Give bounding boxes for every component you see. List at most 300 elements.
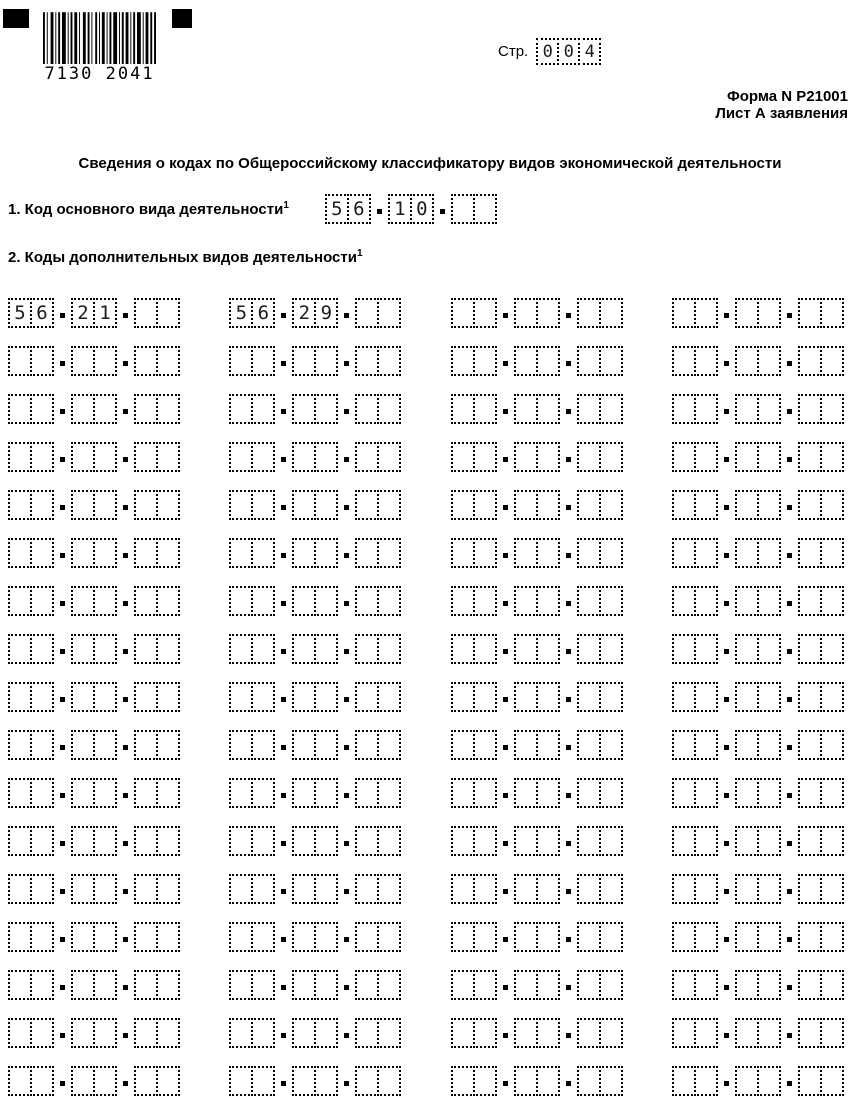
code-cell[interactable] [820, 394, 844, 424]
code-cell[interactable] [694, 778, 718, 808]
code-cell[interactable] [451, 874, 475, 904]
code-cell[interactable] [536, 298, 560, 328]
code-cell[interactable] [292, 1066, 316, 1096]
code-cell[interactable] [473, 490, 497, 520]
code-cell[interactable] [134, 586, 158, 616]
code-cell[interactable] [514, 538, 538, 568]
code-cell[interactable] [8, 826, 32, 856]
code-cell[interactable] [798, 778, 822, 808]
code-cell[interactable] [672, 1066, 696, 1096]
code-cell[interactable] [599, 778, 623, 808]
code-cell[interactable] [735, 394, 759, 424]
code-cell[interactable] [672, 874, 696, 904]
code-cell[interactable] [514, 922, 538, 952]
code-cell[interactable] [820, 490, 844, 520]
code-cell[interactable] [577, 874, 601, 904]
code-cell[interactable] [93, 442, 117, 472]
code-cell[interactable] [71, 538, 95, 568]
code-cell[interactable] [156, 826, 180, 856]
code-cell[interactable] [30, 922, 54, 952]
code-cell[interactable] [134, 490, 158, 520]
code-cell[interactable] [536, 394, 560, 424]
code-cell[interactable] [473, 634, 497, 664]
code-cell[interactable] [536, 442, 560, 472]
page-number-cell[interactable]: 0 [536, 38, 559, 65]
code-cell[interactable] [473, 826, 497, 856]
code-cell[interactable] [757, 826, 781, 856]
code-cell[interactable] [820, 1066, 844, 1096]
code-cell[interactable] [156, 490, 180, 520]
code-cell[interactable] [377, 346, 401, 376]
code-cell[interactable] [93, 634, 117, 664]
code-cell[interactable] [93, 778, 117, 808]
code-cell[interactable] [8, 634, 32, 664]
code-cell[interactable]: 0 [410, 194, 434, 224]
code-cell[interactable] [251, 874, 275, 904]
code-cell[interactable] [71, 346, 95, 376]
code-cell[interactable] [514, 826, 538, 856]
code-cell[interactable] [314, 922, 338, 952]
code-cell[interactable] [292, 634, 316, 664]
code-cell[interactable] [30, 1066, 54, 1096]
code-cell[interactable] [451, 442, 475, 472]
code-cell[interactable] [156, 970, 180, 1000]
code-cell[interactable] [672, 442, 696, 472]
code-cell[interactable] [314, 490, 338, 520]
code-cell[interactable] [473, 778, 497, 808]
code-cell[interactable] [134, 394, 158, 424]
code-cell[interactable] [377, 442, 401, 472]
code-cell[interactable] [672, 298, 696, 328]
code-cell[interactable] [672, 394, 696, 424]
code-cell[interactable]: 6 [30, 298, 54, 328]
code-cell[interactable] [451, 922, 475, 952]
code-cell[interactable] [292, 586, 316, 616]
code-cell[interactable] [735, 442, 759, 472]
code-cell[interactable] [251, 970, 275, 1000]
code-cell[interactable] [735, 922, 759, 952]
code-cell[interactable] [757, 346, 781, 376]
code-cell[interactable] [694, 922, 718, 952]
code-cell[interactable] [71, 1066, 95, 1096]
code-cell[interactable] [577, 778, 601, 808]
code-cell[interactable] [757, 442, 781, 472]
code-cell[interactable] [229, 1018, 253, 1048]
code-cell[interactable] [798, 634, 822, 664]
code-cell[interactable] [672, 538, 696, 568]
code-cell[interactable] [93, 1018, 117, 1048]
code-cell[interactable] [599, 970, 623, 1000]
code-cell[interactable] [757, 874, 781, 904]
code-cell[interactable] [377, 970, 401, 1000]
code-cell[interactable] [694, 970, 718, 1000]
code-cell[interactable] [514, 778, 538, 808]
code-cell[interactable] [134, 682, 158, 712]
code-cell[interactable] [514, 490, 538, 520]
code-cell[interactable] [694, 730, 718, 760]
code-cell[interactable] [30, 874, 54, 904]
code-cell[interactable] [536, 922, 560, 952]
code-cell[interactable] [156, 682, 180, 712]
code-cell[interactable] [473, 298, 497, 328]
code-cell[interactable] [93, 1066, 117, 1096]
page-number-cell[interactable]: 4 [578, 38, 601, 65]
code-cell[interactable] [757, 682, 781, 712]
code-cell[interactable] [314, 970, 338, 1000]
code-cell[interactable] [134, 970, 158, 1000]
code-cell[interactable] [292, 346, 316, 376]
code-cell[interactable] [8, 778, 32, 808]
code-cell[interactable] [134, 922, 158, 952]
code-cell[interactable] [451, 490, 475, 520]
code-cell[interactable] [798, 1066, 822, 1096]
code-cell[interactable] [251, 826, 275, 856]
code-cell[interactable] [251, 634, 275, 664]
code-cell[interactable] [514, 346, 538, 376]
code-cell[interactable] [514, 298, 538, 328]
code-cell[interactable] [93, 922, 117, 952]
code-cell[interactable] [735, 874, 759, 904]
code-cell[interactable] [735, 586, 759, 616]
code-cell[interactable] [156, 394, 180, 424]
code-cell[interactable] [314, 730, 338, 760]
code-cell[interactable] [577, 634, 601, 664]
code-cell[interactable] [451, 298, 475, 328]
code-cell[interactable] [251, 346, 275, 376]
code-cell[interactable] [93, 586, 117, 616]
code-cell[interactable] [134, 730, 158, 760]
code-cell[interactable] [451, 682, 475, 712]
code-cell[interactable] [757, 586, 781, 616]
code-cell[interactable] [156, 442, 180, 472]
code-cell[interactable] [71, 490, 95, 520]
code-cell[interactable] [355, 298, 379, 328]
code-cell[interactable] [30, 538, 54, 568]
code-cell[interactable] [8, 970, 32, 1000]
code-cell[interactable]: 9 [314, 298, 338, 328]
code-cell[interactable] [820, 346, 844, 376]
code-cell[interactable] [229, 826, 253, 856]
code-cell[interactable] [314, 394, 338, 424]
code-cell[interactable] [599, 1066, 623, 1096]
code-cell[interactable] [229, 346, 253, 376]
code-cell[interactable] [93, 346, 117, 376]
code-cell[interactable] [8, 346, 32, 376]
code-cell[interactable] [30, 634, 54, 664]
code-cell[interactable] [251, 730, 275, 760]
code-cell[interactable] [71, 1018, 95, 1048]
code-cell[interactable] [229, 634, 253, 664]
code-cell[interactable] [355, 442, 379, 472]
code-cell[interactable] [377, 874, 401, 904]
code-cell[interactable] [156, 634, 180, 664]
code-cell[interactable] [514, 730, 538, 760]
code-cell[interactable] [355, 394, 379, 424]
code-cell[interactable] [355, 538, 379, 568]
code-cell[interactable] [536, 634, 560, 664]
code-cell[interactable] [93, 490, 117, 520]
code-cell[interactable] [314, 778, 338, 808]
code-cell[interactable] [292, 682, 316, 712]
code-cell[interactable] [514, 1018, 538, 1048]
code-cell[interactable] [577, 298, 601, 328]
code-cell[interactable] [355, 730, 379, 760]
code-cell[interactable] [8, 538, 32, 568]
code-cell[interactable] [314, 1018, 338, 1048]
code-cell[interactable] [314, 682, 338, 712]
code-cell[interactable] [355, 346, 379, 376]
code-cell[interactable] [694, 1018, 718, 1048]
code-cell[interactable] [735, 538, 759, 568]
code-cell[interactable] [134, 1066, 158, 1096]
code-cell[interactable] [473, 970, 497, 1000]
code-cell[interactable] [694, 394, 718, 424]
code-cell[interactable] [798, 538, 822, 568]
code-cell[interactable] [8, 442, 32, 472]
code-cell[interactable] [377, 586, 401, 616]
code-cell[interactable] [251, 442, 275, 472]
code-cell[interactable] [377, 922, 401, 952]
code-cell[interactable] [355, 634, 379, 664]
code-cell[interactable] [672, 490, 696, 520]
code-cell[interactable] [473, 394, 497, 424]
code-cell[interactable] [451, 538, 475, 568]
code-cell[interactable] [134, 634, 158, 664]
code-cell[interactable] [536, 1018, 560, 1048]
code-cell[interactable] [93, 874, 117, 904]
code-cell[interactable] [134, 442, 158, 472]
code-cell[interactable] [292, 922, 316, 952]
code-cell[interactable]: 2 [71, 298, 95, 328]
code-cell[interactable] [292, 778, 316, 808]
code-cell[interactable] [30, 778, 54, 808]
code-cell[interactable] [672, 922, 696, 952]
code-cell[interactable] [473, 194, 497, 224]
code-cell[interactable] [599, 1018, 623, 1048]
code-cell[interactable] [156, 874, 180, 904]
code-cell[interactable] [156, 778, 180, 808]
code-cell[interactable] [251, 538, 275, 568]
code-cell[interactable] [8, 586, 32, 616]
code-cell[interactable] [820, 874, 844, 904]
code-cell[interactable] [292, 442, 316, 472]
code-cell[interactable] [314, 634, 338, 664]
code-cell[interactable] [93, 826, 117, 856]
code-cell[interactable] [314, 442, 338, 472]
code-cell[interactable] [577, 1018, 601, 1048]
code-cell[interactable] [757, 394, 781, 424]
code-cell[interactable] [314, 826, 338, 856]
code-cell[interactable] [577, 1066, 601, 1096]
code-cell[interactable] [473, 346, 497, 376]
code-cell[interactable] [798, 874, 822, 904]
code-cell[interactable] [451, 1066, 475, 1096]
code-cell[interactable] [8, 874, 32, 904]
code-cell[interactable] [451, 194, 475, 224]
code-cell[interactable] [536, 730, 560, 760]
code-cell[interactable] [536, 490, 560, 520]
code-cell[interactable] [672, 730, 696, 760]
code-cell[interactable] [451, 970, 475, 1000]
code-cell[interactable] [251, 778, 275, 808]
code-cell[interactable] [694, 442, 718, 472]
code-cell[interactable] [156, 346, 180, 376]
code-cell[interactable] [93, 394, 117, 424]
code-cell[interactable] [156, 298, 180, 328]
code-cell[interactable] [377, 634, 401, 664]
code-cell[interactable] [577, 394, 601, 424]
code-cell[interactable] [694, 346, 718, 376]
code-cell[interactable] [820, 538, 844, 568]
code-cell[interactable] [355, 586, 379, 616]
code-cell[interactable] [514, 874, 538, 904]
code-cell[interactable] [735, 634, 759, 664]
code-cell[interactable] [292, 874, 316, 904]
code-cell[interactable] [735, 490, 759, 520]
code-cell[interactable] [134, 826, 158, 856]
code-cell[interactable] [694, 874, 718, 904]
code-cell[interactable] [251, 490, 275, 520]
code-cell[interactable]: 5 [8, 298, 32, 328]
code-cell[interactable] [30, 970, 54, 1000]
code-cell[interactable] [735, 730, 759, 760]
code-cell[interactable] [377, 682, 401, 712]
code-cell[interactable] [71, 682, 95, 712]
code-cell[interactable] [30, 346, 54, 376]
code-cell[interactable] [251, 682, 275, 712]
code-cell[interactable] [229, 922, 253, 952]
code-cell[interactable] [251, 586, 275, 616]
code-cell[interactable] [735, 298, 759, 328]
code-cell[interactable] [71, 970, 95, 1000]
code-cell[interactable] [30, 826, 54, 856]
code-cell[interactable] [473, 874, 497, 904]
code-cell[interactable] [229, 778, 253, 808]
code-cell[interactable]: 1 [93, 298, 117, 328]
code-cell[interactable] [757, 490, 781, 520]
code-cell[interactable] [292, 970, 316, 1000]
code-cell[interactable] [735, 970, 759, 1000]
code-cell[interactable] [93, 730, 117, 760]
code-cell[interactable] [536, 778, 560, 808]
code-cell[interactable] [93, 970, 117, 1000]
code-cell[interactable] [473, 922, 497, 952]
code-cell[interactable] [577, 682, 601, 712]
code-cell[interactable] [599, 394, 623, 424]
code-cell[interactable] [672, 826, 696, 856]
code-cell[interactable] [514, 1066, 538, 1096]
code-cell[interactable] [577, 922, 601, 952]
code-cell[interactable] [577, 826, 601, 856]
code-cell[interactable] [694, 826, 718, 856]
code-cell[interactable] [251, 922, 275, 952]
code-cell[interactable] [672, 778, 696, 808]
page-number-cell[interactable]: 0 [557, 38, 580, 65]
code-cell[interactable] [820, 442, 844, 472]
code-cell[interactable] [292, 730, 316, 760]
code-cell[interactable] [292, 826, 316, 856]
code-cell[interactable] [30, 682, 54, 712]
code-cell[interactable] [473, 1066, 497, 1096]
code-cell[interactable] [577, 730, 601, 760]
code-cell[interactable] [251, 1066, 275, 1096]
code-cell[interactable] [577, 490, 601, 520]
code-cell[interactable] [798, 490, 822, 520]
code-cell[interactable] [536, 970, 560, 1000]
code-cell[interactable] [156, 538, 180, 568]
code-cell[interactable] [71, 922, 95, 952]
code-cell[interactable] [672, 970, 696, 1000]
code-cell[interactable] [8, 1066, 32, 1096]
code-cell[interactable] [672, 1018, 696, 1048]
code-cell[interactable] [577, 442, 601, 472]
code-cell[interactable] [451, 634, 475, 664]
code-cell[interactable] [134, 346, 158, 376]
code-cell[interactable]: 5 [325, 194, 349, 224]
code-cell[interactable] [292, 538, 316, 568]
code-cell[interactable] [599, 538, 623, 568]
code-cell[interactable] [93, 538, 117, 568]
code-cell[interactable] [735, 346, 759, 376]
code-cell[interactable] [314, 874, 338, 904]
code-cell[interactable] [798, 586, 822, 616]
code-cell[interactable] [71, 634, 95, 664]
code-cell[interactable] [8, 682, 32, 712]
code-cell[interactable] [473, 730, 497, 760]
code-cell[interactable] [377, 778, 401, 808]
code-cell[interactable] [735, 778, 759, 808]
code-cell[interactable] [229, 682, 253, 712]
code-cell[interactable] [377, 826, 401, 856]
code-cell[interactable] [735, 682, 759, 712]
code-cell[interactable]: 1 [388, 194, 412, 224]
code-cell[interactable] [536, 346, 560, 376]
code-cell[interactable] [672, 586, 696, 616]
code-cell[interactable] [71, 730, 95, 760]
code-cell[interactable] [71, 874, 95, 904]
code-cell[interactable] [377, 1066, 401, 1096]
code-cell[interactable] [820, 826, 844, 856]
code-cell[interactable] [71, 586, 95, 616]
code-cell[interactable] [820, 970, 844, 1000]
code-cell[interactable] [599, 874, 623, 904]
code-cell[interactable] [30, 442, 54, 472]
code-cell[interactable] [694, 298, 718, 328]
code-cell[interactable] [251, 394, 275, 424]
code-cell[interactable] [355, 970, 379, 1000]
code-cell[interactable] [8, 922, 32, 952]
code-cell[interactable] [71, 826, 95, 856]
code-cell[interactable] [536, 682, 560, 712]
code-cell[interactable] [820, 634, 844, 664]
code-cell[interactable] [229, 874, 253, 904]
code-cell[interactable] [156, 922, 180, 952]
code-cell[interactable] [377, 538, 401, 568]
code-cell[interactable] [735, 826, 759, 856]
code-cell[interactable] [473, 442, 497, 472]
code-cell[interactable] [757, 970, 781, 1000]
code-cell[interactable] [8, 394, 32, 424]
code-cell[interactable] [451, 730, 475, 760]
code-cell[interactable] [798, 394, 822, 424]
code-cell[interactable] [156, 1066, 180, 1096]
code-cell[interactable] [473, 1018, 497, 1048]
code-cell[interactable] [8, 1018, 32, 1048]
code-cell[interactable] [694, 1066, 718, 1096]
code-cell[interactable] [355, 682, 379, 712]
code-cell[interactable] [599, 346, 623, 376]
code-cell[interactable] [798, 682, 822, 712]
